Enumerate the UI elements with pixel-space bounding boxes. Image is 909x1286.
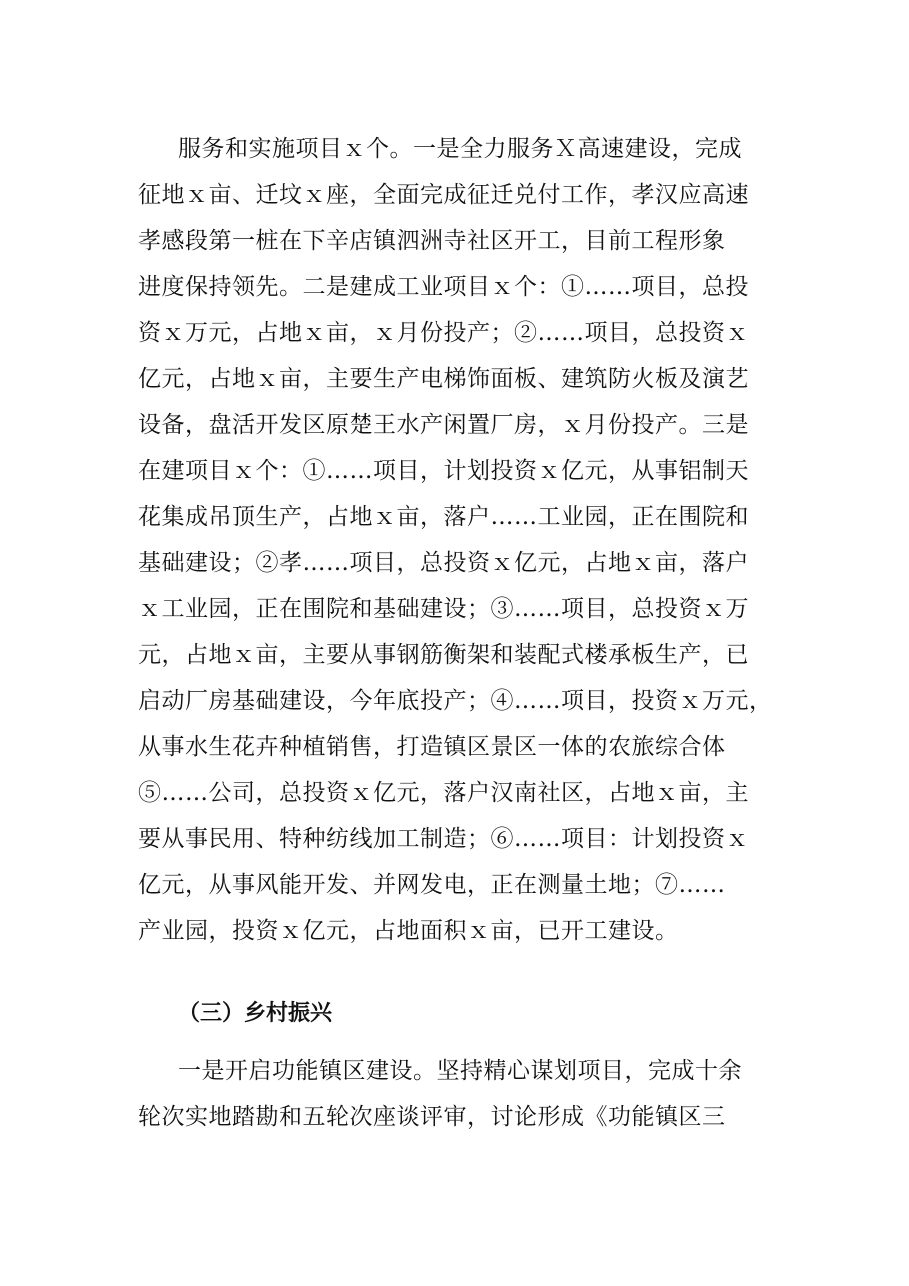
paragraph-line: 服务和实施项目ｘ个。一是全力服务Ｘ高速建设，完成 bbox=[178, 136, 742, 162]
paragraph-line: 亿元，从事风能开发、并网发电，正在测量土地；⑦…… bbox=[138, 872, 726, 898]
paragraph-line: 花集成吊顶生产，占地ｘ亩，落户……工业园，正在围院和 bbox=[138, 504, 749, 530]
paragraph-line: 资ｘ万元，占地ｘ亩，ｘ月份投产；②……项目，总投资ｘ bbox=[138, 320, 749, 346]
paragraph-line: 征地ｘ亩、迁坟ｘ座，全面完成征迁兑付工作，孝汉应高速 bbox=[138, 182, 749, 208]
paragraph-line: 进度保持领先。二是建成工业项目ｘ个：①……项目，总投 bbox=[138, 274, 749, 300]
paragraph-line: 轮次实地踏勘和五轮次座谈评审，讨论形成《功能镇区三 bbox=[138, 1104, 726, 1130]
section-heading: （三）乡村振兴 bbox=[178, 1001, 333, 1026]
paragraph-line: 元，占地ｘ亩，主要从事钢筋衡架和装配式楼承板生产，已 bbox=[138, 642, 749, 668]
paragraph-line: ⑤……公司，总投资ｘ亿元，落户汉南社区，占地ｘ亩，主 bbox=[138, 780, 749, 806]
paragraph-line: 产业园，投资ｘ亿元，占地面积ｘ亩，已开工建设。 bbox=[138, 918, 679, 944]
paragraph-line: 基础建设；②孝……项目，总投资ｘ亿元，占地ｘ亩，落户 bbox=[138, 550, 749, 576]
paragraph-line: 从事水生花卉种植销售，打造镇区景区一体的农旅综合体 bbox=[138, 734, 726, 760]
paragraph-line: 在建项目ｘ个：①……项目，计划投资ｘ亿元，从事铝制天 bbox=[138, 458, 749, 484]
paragraph-line: 启动厂房基础建设，今年底投产；④……项目，投资ｘ万元， bbox=[138, 688, 773, 714]
paragraph-line: 一是开启功能镇区建设。坚持精心谋划项目，完成十余 bbox=[178, 1058, 742, 1084]
paragraph-line: 设备，盘活开发区原楚王水产闲置厂房，ｘ月份投产。三是 bbox=[138, 412, 749, 438]
paragraph-line: 孝感段第一桩在下辛店镇泗洲寺社区开工，目前工程形象 bbox=[138, 228, 726, 254]
paragraph-line: ｘ工业园，正在围院和基础建设；③……项目，总投资ｘ万 bbox=[138, 596, 749, 622]
paragraph-line: 亿元，占地ｘ亩，主要生产电梯饰面板、建筑防火板及演艺 bbox=[138, 366, 749, 392]
paragraph-line: 要从事民用、特种纺线加工制造；⑥……项目：计划投资ｘ bbox=[138, 826, 749, 852]
